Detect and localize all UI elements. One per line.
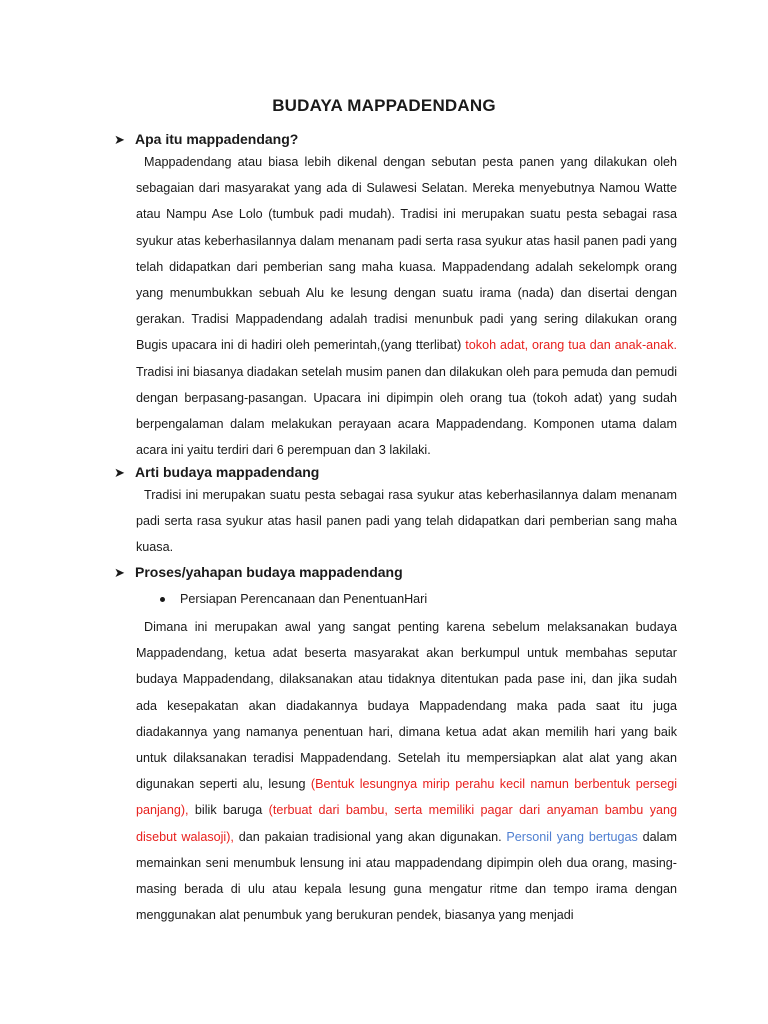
section-heading-label: Proses/yahapan budaya mappadendang	[135, 564, 403, 580]
paragraph-text: dan pakaian tradisional yang akan digunakan.	[233, 829, 507, 844]
section-1-paragraph	[136, 149, 677, 463]
paragraph-text: Mappadendang atau biasa lebih dikenal dengan sebutan pesta panen yang dilakukan oleh sebagaian dari masyarakat yang ada di Sulawesi Selatan. Mereka menyebutnya Namou Watte atau Nampu Ase Lolo (tumbuk padi mudah). Tradisi ini merupakan suatu pesta sebagai rasa syukur atas keberhasilannya dalam menanam padi serta rasa syukur atas hasil panen padi yang telah didapatkan dari pemberian sang maha kuasa. Mappadendang adalah sekelompk orang yang menumbukkan sebuah Alu ke lesung dengan suatu irama (nada) dan disertai dengan gerakan. Tradisi Mappadendang adalah tradisi menunbuk padi yang sering dilakukan orang Bugis upacara ini di hadiri oleh pemerintah,(yang tterlibat)	[136, 155, 677, 353]
paragraph-text: Tradisi ini biasanya diadakan setelah musim panen dan dilakukan oleh para pemuda dan pemudi dengan berpasang-pasangan. Upacara ini dipimpin oleh orang tua (tokoh adat) yang sudah berpengalaman dalam melakukan perayaan acara Mappadendang. Komponen utama dalam acara ini yaitu terdiri dari 6 perempuan dan 3 lakilaki.	[136, 364, 677, 458]
section-3-paragraph	[136, 614, 677, 928]
paragraph-text: Dimana ini merupakan awal yang sangat penting karena sebelum melaksanakan budaya Mappadendang, ketua adat beserta masyarakat akan berkumpul untuk membahas seputar budaya Mappadendang, dilaksanakan atau tidaknya ditentukan pada pase ini, dan jika sudah ada kesepakatan akan diadakannya budaya Mappadendang maka pada saat itu juga diadakannya yang namanya penentuan hari, dimana ketua adat akan memilih hari yang baik untuk dilaksanakan teradisi Mappadendang. Setelah itu mempersiapkan alat alat yang akan digunakan seperti alu, lesung	[136, 620, 677, 792]
highlighted-text-blue: Personil yang bertugas	[506, 829, 638, 844]
section-heading-label: Arti budaya mappadendang	[135, 464, 320, 480]
section-2-paragraph	[136, 482, 677, 561]
section-heading-3	[114, 564, 403, 580]
paragraph-text: Tradisi ini merupakan suatu pesta sebagai rasa syukur atas keberhasilannya dalam menanam padi serta rasa syukur atas hasil panen padi yang telah didapatkan dari pemberian sang maha kuasa.	[136, 488, 677, 555]
bullet-dot-icon	[160, 597, 165, 602]
arrow-bullet-icon: ➤	[114, 464, 125, 480]
highlighted-text-red: (terbuat dari bambu, serta memiliki pagar dari anyaman bambu yang disebut walasoji),	[136, 803, 677, 844]
document-title: BUDAYA MAPPADENDANG	[272, 96, 496, 115]
section-heading-label: Apa itu mappadendang?	[135, 131, 299, 147]
section-heading-2	[114, 464, 319, 480]
bullet-label: Persiapan Perencanaan dan PenentuanHari	[180, 592, 428, 606]
arrow-bullet-icon: ➤	[114, 564, 125, 580]
section-heading-1	[114, 131, 298, 147]
highlighted-text-red: tokoh adat, orang tua dan anak-anak.	[465, 338, 677, 353]
paragraph-text: bilik baruga	[188, 803, 269, 818]
paragraph-text: dalam memainkan seni menumbuk lensung ini atau mappadendang dipimpin oleh dua orang, masing-masing berada di ulu atau kepala lesung guna mengatur ritme dan tempo irama dengan menggunakan alat penumbuk yang berukuran pendek, biasanya yang menjadi	[136, 829, 677, 923]
arrow-bullet-icon: ➤	[114, 131, 125, 147]
highlighted-text-red: (Bentuk lesungnya mirip perahu kecil namun berbentuk persegi panjang),	[136, 777, 678, 818]
bullet-list-item	[160, 592, 427, 606]
